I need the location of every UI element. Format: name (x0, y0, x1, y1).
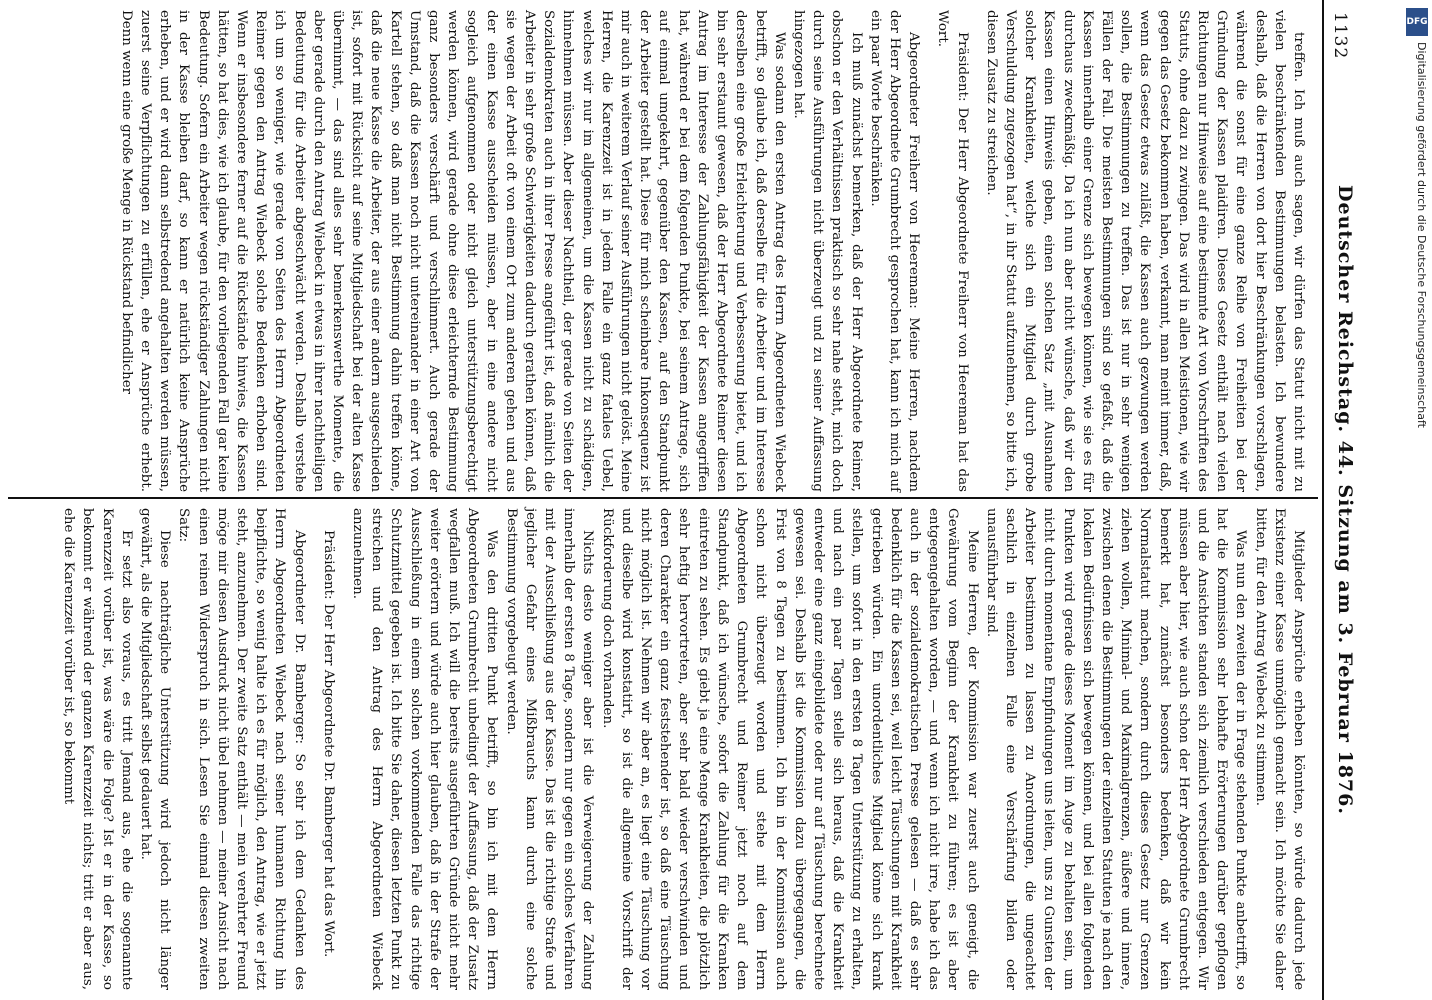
page-number: 1132 (1330, 12, 1350, 60)
running-title: Deutscher Reichstag. 44. Sitzung am 3. Februar 1876. (1334, 185, 1356, 815)
paragraph: Abgeordneter Dr. Bamberger: So sehr ich dem Gedanken des Herrn Abgeordneten Wiebeck nach seiner humanen Richtung hin beipflichte, so wenig halte ich es für möglich, den Antrag, wie er jetzt steht, anzunehmen. Der zweite Satz enthält — mein verehrter Freund möge mir diesen Ausdruck nicht übel nehmen — meiner Ansicht nach einen reinen Widerspruch in sich. Lesen Sie einmal diesen zweiten Satz: (176, 508, 307, 990)
paragraph: Präsident: Der Herr Abgeordnete Dr. Bamberger hat das Wort. (320, 530, 336, 958)
paragraph: Was den dritten Punkt betrifft, so bin ich mit dem Herrn Abgeordneten Grumbrecht unbedingt der Auffassung, daß der Zusatz wegfallen muß. Ich will die bereits ausgeführten Gründe nicht mehr weiter erörtern und würde auch hier glauben, daß in der Strafe der Ausschließung in einem solchen vorkommenden Falle das richtige Schutzmittel gegeben ist. Ich bitte Sie daher, diesen letzten Punkt zu streichen und den Antrag des Herrn Abgeordneten Wiebeck anzunehmen. (350, 508, 500, 990)
attribution-strip (1404, 8, 1430, 968)
paragraph: Ich muß zunächst bemerken, daß der Herr Abgeordnete Reimer, obschon er den Verhältnissen praktisch so sehr nahe steht, mich doch durch seine Ausführungen nicht überzeugt und zu seiner Auffassung hingezogen hat. (790, 10, 864, 492)
text-column-left (8, 10, 1308, 492)
paragraph: treffen. Ich muß auch sagen, wir dürfen das Statut nicht mit zu vielen beschränkenden Bestimmungen belasten. Ich bewundere deshalb, daß die Herren von dort hier Beschränkungen vorschlagen, während die sonst für eine ganze Reihe von Freiheiten bei der Gründung der Kassen plaidiren. Dieses Gesetz enthält nach vielen Richtungen nur Hinweise auf eine bestimmte Art von Vorschriften des Statuts, ohne dazu zu zwingen. Das wird in allen Meistionen, wie wir gegen das Gesetz bekommen haben, verkannt, man meint immer, daß, wenn das Gesetz etwas zuläßt, die Kassen auch gezwungen werden sollen, die Bestimmungen zu treffen. Das ist nur in sehr wenigen Fällen der Fall. Die meisten Bestimmungen sind so gefaßt, daß die Kassen innerhalb einer Grenze sich bewegen können, wie sie es für durchaus zweckmäßig. Da ich nun aber nicht wünsche, daß wir den Kassen einen Hinweis geben, einen solchen Satz „mit Ausnahme solcher Krankheiten, welche sich ein Mitglied durch grobe Verschuldung zugezogen hat“, in ihr Statut aufzunehmen, so bitte ich, diesen Zusatz zu streichen. (983, 10, 1306, 492)
attribution-text: Digitalisierung gefördert durch die Deutsche Forschungsgemeinschaft (1415, 42, 1428, 428)
header-rule (1322, 0, 1324, 1000)
dfg-logo: DFG (1406, 8, 1428, 36)
text-column-right (8, 508, 1308, 990)
paragraph: Was nun den zweiten der in Frage stehenden Punkte anbetrifft, so hat die Kommission sehr lebhafte Erörterungen darüber gepflogen und die Ansichten standen sich ziemlich verschieden entgegen. Wir müssen aber hier, wie auch schon der Herr Abgeordnete Grumbrecht bemerkt hat, zunächst besonders bedenken, daß wir kein Normalstatut machen, sondern durch dieses Gesetz nur Grenzen ziehen wollen, Minimal- und Maximalgrenzen, äußere und innere, zwischen denen die Bestimmungen der einzelnen Statuten je nach den lokalen Bedürfnissen sich bewegen können, und bei allen folgenden Punkten wird gerade dieses Moment im Auge zu behalten sein, um nicht durch momentane Empfindungen uns leiten, uns zu Gunsten der Arbeiter bestimmen zu lassen zu Anordnungen, die ungeachtet sachlich in einzelnen Falle eine Verschärfung bilden oder unausführbar sind. (983, 508, 1249, 990)
paragraph: Was sodann den ersten Antrag des Herrn Abgeordneten Wiebeck betrifft, so glaube ich, daß derselbe für die Arbeiter und im Interesse derselben eine große Erleichterung und Verbesserung bietet, und ich bin sehr erstaunt gewesen, daß der Herr Abgeordnete Reimer diesen Antrag im Interesse der Zahlungsfähigkeit der Kassen angegriffen hat, während er bei dem folgenden Punkte, bei seinem Antrage, sich auf einmal umgekehrt, gegenüber den Kassen, auf den Standpunkt der Arbeiter gestellt hat. Diese für mich scheinbare Inkonsequenz ist mir auch in weiterem Verlauf seiner Ausführungen nicht gelöst. Meine Herren, die Karenzzeit ist in jedem Falle ein ganz fatales Uebel, welches wir nur im allgemeinen, um die Kassen nicht zu schädigen, hinnehmen müssen. Aber dieser Nachtheil, der gerade von Seiten der Sozialdemokraten auch in ihrer Presse angeführt ist, daß nämlich die Arbeiter in sehr große Schwierigkeiten dadurch gerathen können, daß sie wegen der Arbeit oft von einem Ort zum anderen gehen und aus der einen Kasse ausscheiden müssen, aber in eine andere nicht sogleich aufgenommen oder nicht gleich unterstützungsberechtigt werden können, wird gerade ohne diese erleichternde Bestimmung ganz besonders verschärft und verschlimmert. Auch gerade der Umstand, daß die Kassen noch nicht untereinander in einer Art von Kartell stehen, so daß man nicht Bestimmung dahin treffen könne, daß die neue Kasse die Arbeiter, der aus einer andern ausgeschieden ist, sofort mit Rücksicht auf seine Mitgliedschaft bei der alten Kasse übernimmt, — das sind alles sehr bemerkenswerthe Momente, die aber gerade durch den Antrag Wiebeck in etwas in ihrer nachtheiligen Bedeutung für die Arbeiter abgeschwächt werden. Deshalb verstehe ich um so weniger, wie gerade von Seiten des Herrn Abgeordneten Reimer gegen den Antrag Wiebeck solche Bedenken erhoben sind. Wenn er insbesondere ferner auf die Rückstände hinwies, die Kassen hätten, so hat dies, wie ich glaube, für den vorliegenden Fall gar keine Bedeutung. Sofern ein Arbeiter wegen rückständiger Zahlungen nicht in der Kasse bleiben darf, so kann er natürlich keine Ansprüche erheben, und er wird dann selbstredend angehalten werden müssen, zuerst seine Verpflichtungen zu erfüllen, ehe er Ansprüche erhebt. Denn wenn eine große Menge in Rückstand befindlicher (118, 10, 787, 492)
paragraph: Er setzt also voraus, es tritt Jemand aus, ehe die sogenannte Karenzzeit vorüber ist, was wäre die Folge? Ist er in der Kasse, so bekommt er während der ganzen Karenzzeit nichts; tritt er aber aus, ehe die Karenzzeit vorüber ist, so bekommt (61, 508, 134, 990)
column-divider (8, 497, 1318, 499)
paragraph: Nichts desto weniger aber ist die Verweigerung der Zahlung innerhalb der ersten 8 Tage, sondern nur gegen ein solches Verfahren mit der Ausschließung aus der Kasse. Das ist die richtige Strafe und jeglicher Gefahr eines Mißbrauchs kann durch eine solche Bestimmung vorgebeugt werden. (503, 508, 596, 990)
paragraph: Abgeordneter Freiherr von Heereman: Meine Herren, nachdem der Herr Abgeordnete Grumbrecht gesprochen hat, kann ich mich auf ein paar Worte beschränken. (867, 10, 922, 492)
quoted-passage: Diese nachträgliche Unterstützung wird jedoch nicht länger gewährt, als die Mitgliedschaft selbst gedauert hat. (138, 508, 173, 990)
page-header (1318, 0, 1370, 1000)
paragraph: Präsident: Der Herr Abgeordnete Freiherr von Heereman hat das Wort. (935, 10, 970, 492)
paragraph: Mitglieder Ansprüche erheben könnten, so würde dadurch jede Existenz einer Kasse unmöglich gemacht sein. Ich möchte Sie daher bitten, für den Antrag Wiebeck zu stimmen. (1252, 508, 1306, 990)
paragraph: Meine Herren, der Kommission war zuerst auch geneigt, die Gewährung vom Beginn der Krankheit zu führen; es ist aber entgegengehalten worden, — und wenn ich nicht irre, habe ich das auch in der sozialdemokratischen Presse gelesen — daß es sehr bedenklich für die Kassen sei, weil leicht Täuschungen mit Krankheit getrieben würden. Ein unordentliches Mitglied könne sich krank stellen, um sofort in den ersten 8 Tagen Unterstützung zu erhalten, und nach ein paar Tagen stelle sich heraus, daß die Krankheit entweder eine ganz eingebildete oder nur auf Täuschung berechnete gewesen sei. Deshalb ist die Kommission dazu übergegangen, die Frist von 8 Tagen zu bestimmen. Ich bin in der Kommission auch schon nicht überzeugt worden und stehe mit dem Herrn Abgeordneten Grumbrecht und Reimer jetzt noch auf dem Standpunkt, daß ich wünsche, sofort die Zahlung für die Kranken eintreten zu sehen. Es giebt ja eine Menge Krankheiten, die plötzlich sehr heftig hervortreten, aber sehr bald wieder verschwinden und deren Charakter ein ganz feststehender ist, so daß eine Täuschung nicht möglich ist. Nehmen wir aber an, es liegt eine Täuschung vor und dieselbe wird konstatirt, so ist die allgemeine Vorschrift der Rückforderung doch vorhanden. (599, 508, 980, 990)
